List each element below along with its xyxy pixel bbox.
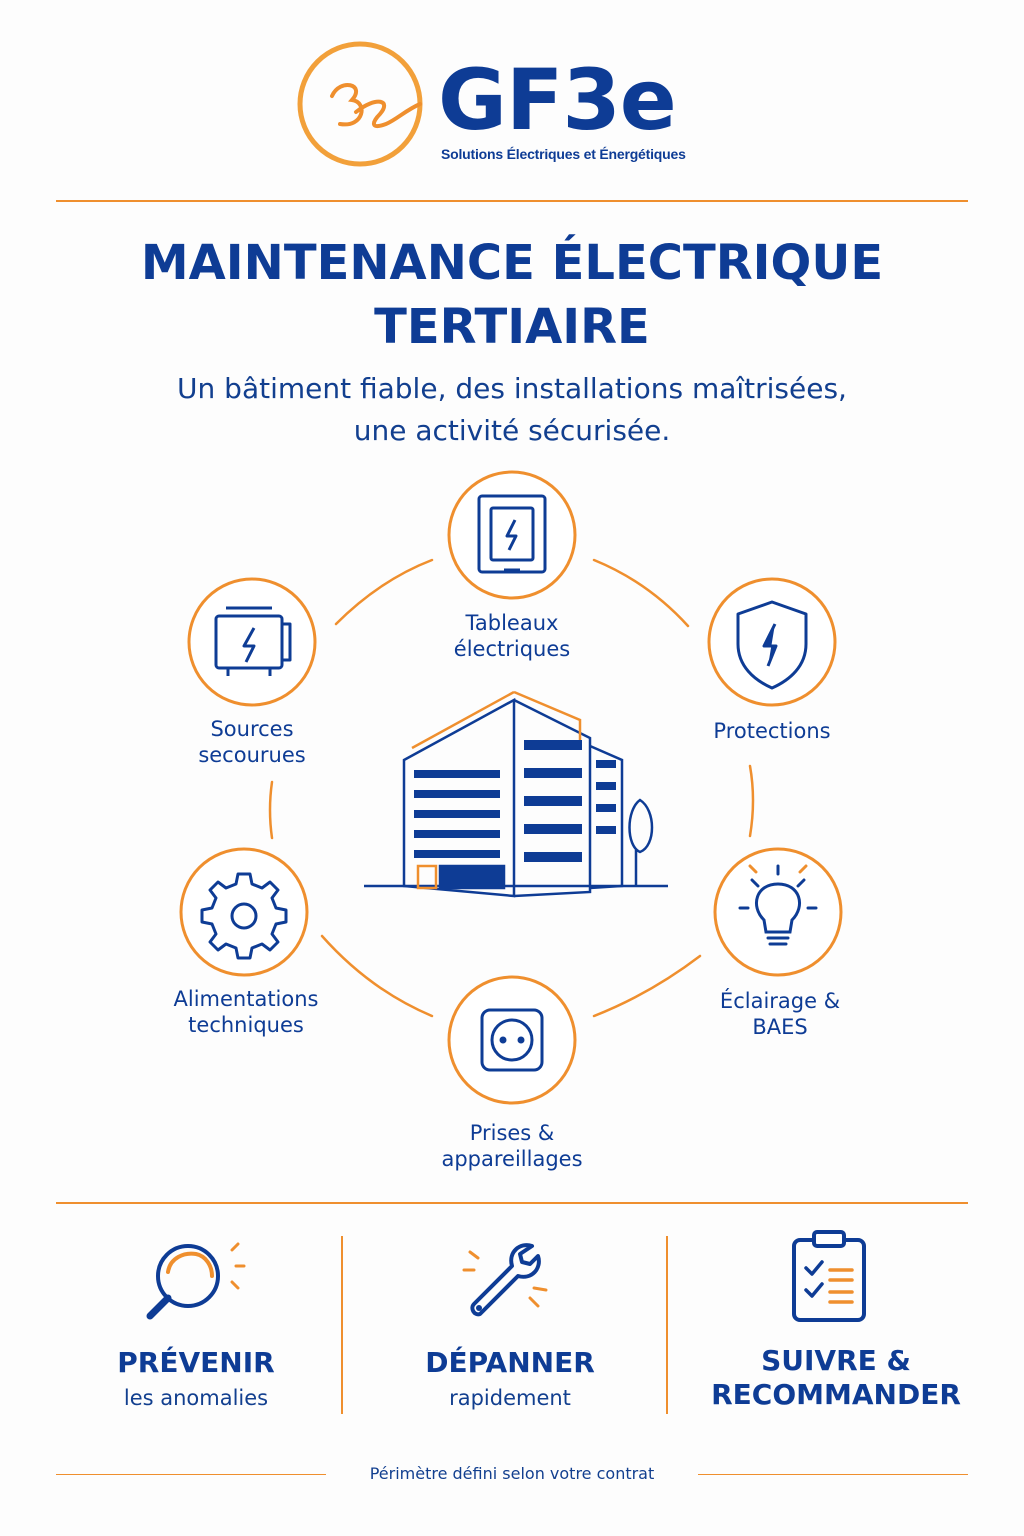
scope-label-protections	[662, 718, 882, 744]
page-subtitle	[0, 368, 1024, 452]
action-follow-title-line1: SUIVRE &	[761, 1344, 911, 1377]
action-prevent-title: PRÉVENIR	[117, 1346, 275, 1379]
scope-label-line1: Alimentations	[173, 987, 319, 1011]
actions-divider	[56, 1202, 968, 1204]
page-title-line2: TERTIAIRE	[374, 299, 650, 355]
brand-name: GF3e	[438, 51, 676, 149]
clipboard-checklist-icon	[790, 1228, 870, 1324]
scope-label-line1: Éclairage &	[719, 989, 841, 1013]
scope-diagram	[0, 460, 1024, 1180]
page-title-line1: MAINTENANCE ÉLECTRIQUE	[140, 235, 884, 291]
scope-label-line2: électriques	[453, 637, 571, 661]
brand-logo	[296, 40, 446, 180]
action-prevent-subtitle: les anomalies	[123, 1386, 269, 1410]
scope-label-backup-sources	[142, 716, 362, 768]
scope-label-line2: BAES	[752, 1015, 808, 1039]
scope-item-protections	[709, 579, 835, 705]
scope-label-sockets	[402, 1120, 622, 1172]
scope-label-lighting	[670, 988, 890, 1040]
header-divider	[56, 200, 968, 202]
footer-rule-right	[698, 1474, 968, 1475]
scope-label-line1: Protections	[713, 719, 831, 743]
page-subtitle-line2: une activité sécurisée.	[353, 414, 671, 447]
scope-label-line2: secourues	[198, 743, 306, 767]
scope-label-line2: appareillages	[441, 1147, 583, 1171]
office-building-icon	[364, 692, 668, 896]
magnifier-icon	[140, 1236, 250, 1326]
scope-item-technical-power	[181, 849, 307, 975]
scope-label-line1: Tableaux	[465, 611, 559, 635]
scope-item-electrical-panels	[449, 472, 575, 598]
scope-item-backup-sources	[189, 579, 315, 705]
scope-label-electrical-panels	[402, 610, 622, 662]
page-subtitle-line1: Un bâtiment fiable, des installations maîtrisées,	[177, 372, 847, 405]
scope-item-lighting	[715, 849, 841, 975]
action-follow-title-line2: RECOMMANDER	[711, 1378, 961, 1411]
action-follow-title	[676, 1344, 996, 1412]
wrench-icon	[460, 1236, 560, 1326]
page-title	[0, 234, 1024, 356]
scope-label-technical-power	[136, 986, 356, 1038]
scope-label-line2: techniques	[188, 1013, 304, 1037]
scope-item-sockets	[449, 977, 575, 1103]
action-repair-title: DÉPANNER	[425, 1346, 595, 1379]
footer-note: Périmètre défini selon votre contrat	[369, 1464, 655, 1483]
scope-label-line1: Sources	[210, 717, 294, 741]
brand-tagline: Solutions Électriques et Énergétiques	[441, 146, 686, 162]
action-repair-subtitle: rapidement	[449, 1386, 571, 1410]
scope-label-line1: Prises &	[469, 1121, 555, 1145]
